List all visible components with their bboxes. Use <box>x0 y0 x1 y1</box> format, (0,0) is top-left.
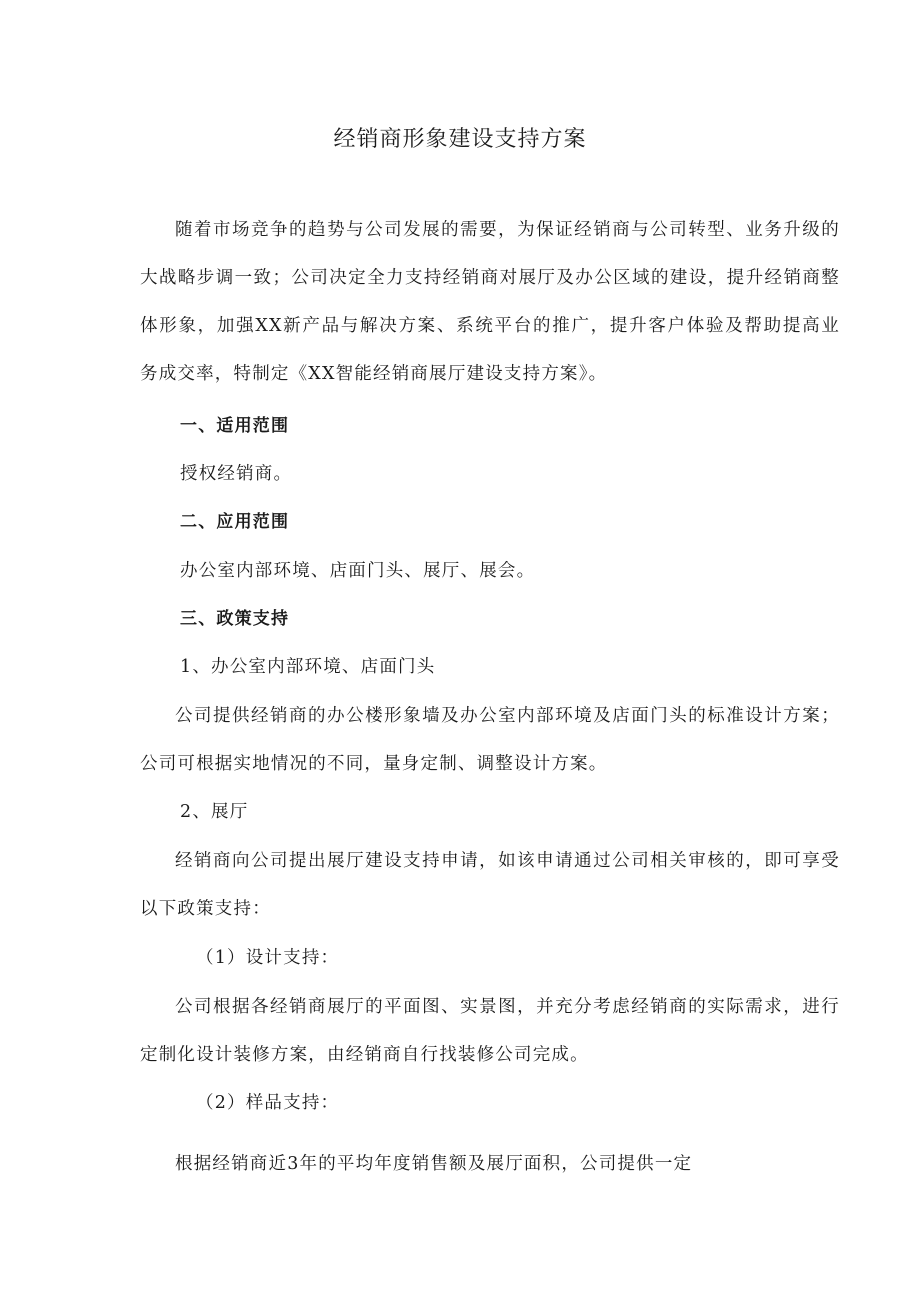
item2-body: 经销商向公司提出展厅建设支持申请，如该申请通过公司相关审核的，即可享受以下政策支持： <box>140 851 840 919</box>
intro-paragraph: 随着市场竞争的趋势与公司发展的需要，为保证经销商与公司转型、业务升级的大战略步调一致；公司决定全力支持经销商对展厅及办公区域的建设，提升经销商整体形象，加强XX新产品与解决方案、系统平台的推广，提升客户体验及帮助提高业务成交率，特制定《XX智能经销商展厅建设支持方案》。 <box>140 220 840 384</box>
section2-body: 办公室内部环境、店面门头、展厅、展会。 <box>180 561 536 581</box>
section1-body: 授权经销商。 <box>180 464 293 484</box>
section2-heading: 二、应用范围 <box>180 512 290 532</box>
sub2-heading: （2）样品支持： <box>196 1093 340 1113</box>
section3-heading: 三、政策支持 <box>180 609 290 629</box>
item1-heading: 1、办公室内部环境、店面门头 <box>180 657 436 677</box>
section1-heading: 一、适用范围 <box>180 416 290 436</box>
item1-body: 公司提供经销商的办公楼形象墙及办公室内部环境及店面门头的标准设计方案；公司可根据实地情况的不同，量身定制、调整设计方案。 <box>140 706 840 774</box>
document-title: 经销商形象建设支持方案 <box>333 127 587 152</box>
item2-heading: 2、展厅 <box>180 802 249 822</box>
sub1-heading: （1）设计支持： <box>196 948 340 968</box>
sub1-body: 公司根据各经销商展厅的平面图、实景图，并充分考虑经销商的实际需求，进行定制化设计装修方案，由经销商自行找装修公司完成。 <box>140 997 840 1065</box>
sub2-body: 根据经销商近3年的平均年度销售额及展厅面积，公司提供一定 <box>175 1154 693 1174</box>
